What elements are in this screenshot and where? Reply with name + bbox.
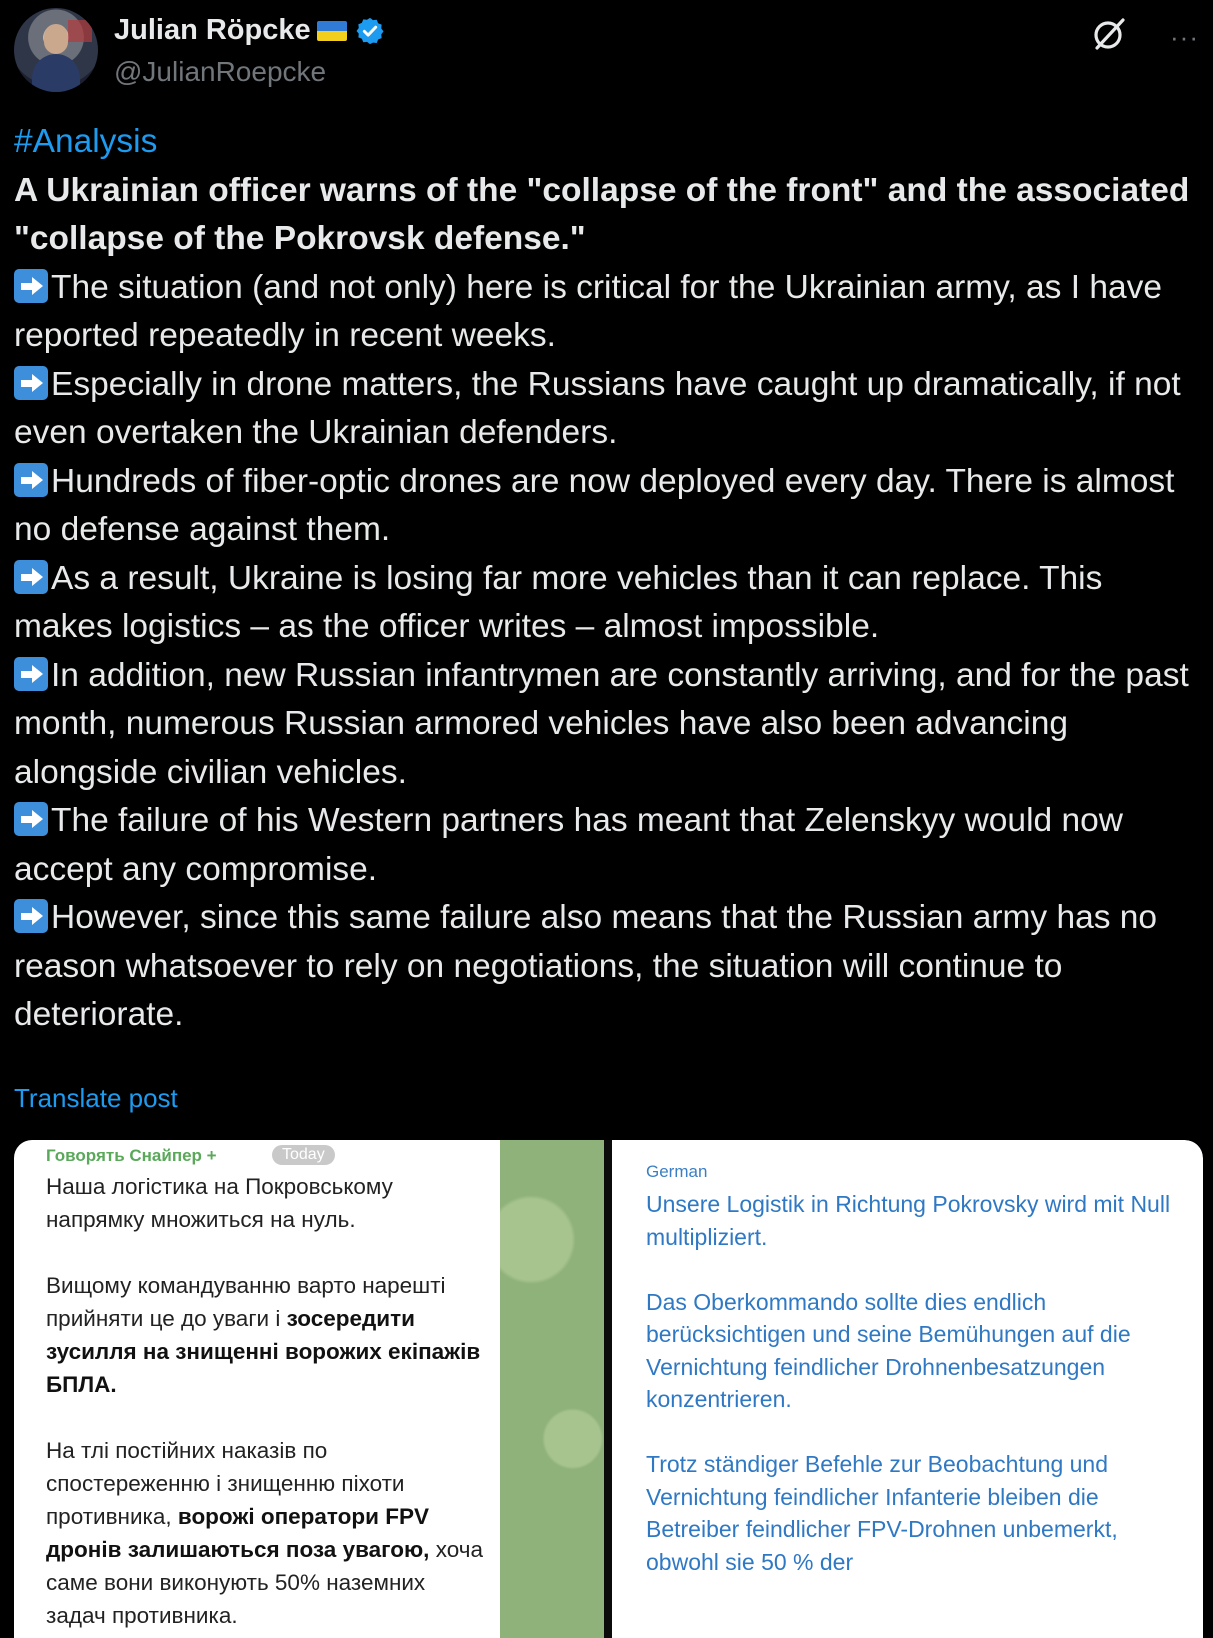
right-arrow-icon — [14, 802, 48, 836]
author-handle[interactable]: @JulianRoepcke — [114, 56, 327, 87]
tweet-point: Hundreds of fiber-optic drones are now deployed every day. There is almost no defense against them. — [14, 462, 1175, 548]
tweet-headline: A Ukrainian officer warns of the "collapse of the front" and the associated "collapse of the Pokrovsk defense." — [14, 171, 1190, 257]
right-arrow-icon — [14, 366, 48, 400]
hashtag-link[interactable]: #Analysis — [14, 123, 158, 160]
author-name[interactable]: Julian Röpcke — [114, 14, 311, 46]
right-arrow-icon — [14, 269, 48, 303]
tweet-point: As a result, Ukraine is losing far more vehicles than it can replace. This makes logistics – as the officer writes – almost impossible. — [14, 559, 1103, 645]
ukraine-flag-icon — [317, 21, 347, 41]
right-arrow-icon — [14, 560, 48, 594]
tweet-point: However, since this same failure also means that the Russian army has no reason whatsoever to rely on negotiations, the situation will continue to deteriorate. — [14, 899, 1158, 1033]
translate-post-link[interactable]: Translate post — [14, 1083, 178, 1113]
tweet-text — [14, 118, 1199, 1040]
tweet-point: The situation (and not only) here is critical for the Ukrainian army, as I have reported repeatedly in recent weeks. — [14, 268, 1162, 354]
translation-language: German — [646, 1162, 708, 1181]
chat-background — [500, 1140, 604, 1638]
grok-icon[interactable] — [1089, 14, 1129, 54]
verified-badge-icon — [355, 16, 385, 46]
author-name-row[interactable] — [114, 14, 385, 47]
tweet-media-image[interactable] — [14, 1140, 1203, 1638]
avatar[interactable] — [14, 8, 98, 92]
message-sender: Говорять Снайпер + — [46, 1146, 217, 1165]
date-badge: Today — [272, 1145, 335, 1165]
right-arrow-icon — [14, 463, 48, 497]
more-options-icon[interactable]: ··· — [1170, 22, 1199, 52]
tweet-header — [14, 8, 1199, 92]
right-arrow-icon — [14, 899, 48, 933]
tweet-point: The failure of his Western partners has meant that Zelenskyy would now accept any compromise. — [14, 802, 1123, 888]
tweet-point: Especially in drone matters, the Russians have caught up dramatically, if not even overtaken the Ukrainian defenders. — [14, 365, 1181, 451]
german-translation-card — [612, 1140, 1203, 1638]
german-translation-text: Unsere Logistik in Richtung Pokrovsky wird mit Null multipliziert. Das Oberkommando sollte dies endlich berücksichtigen und seine Bemühungen auf die Vernichtung feindlicher Drohnenbesatzungen konzentrieren. Trotz ständiger Befehle zur Beobachtung und Vernichtung feindlicher Infanterie bleiben die Betreiber feindlicher FPV-Drohnen unbemerkt, obwohl sie 50 % der — [646, 1191, 1171, 1575]
ukrainian-message-card — [14, 1140, 500, 1638]
right-arrow-icon — [14, 657, 48, 691]
ukrainian-message-text: Наша логістика на Покровському напрямку множиться на нуль. Вищому командуванню варто нарешті прийняти це до уваги і зосередити зусилля на знищенні ворожих екіпажів БПЛА. На тлі постійних наказів по спостереженню і знищенню піхоти противника, ворожі оператори FPV дронів залишаються поза увагою, хоча саме вони виконують 50% наземних задач противника. — [46, 1174, 483, 1628]
tweet-point: In addition, new Russian infantrymen are constantly arriving, and for the past month, numerous Russian armored vehicles have also been advancing alongside civilian vehicles. — [14, 656, 1189, 791]
